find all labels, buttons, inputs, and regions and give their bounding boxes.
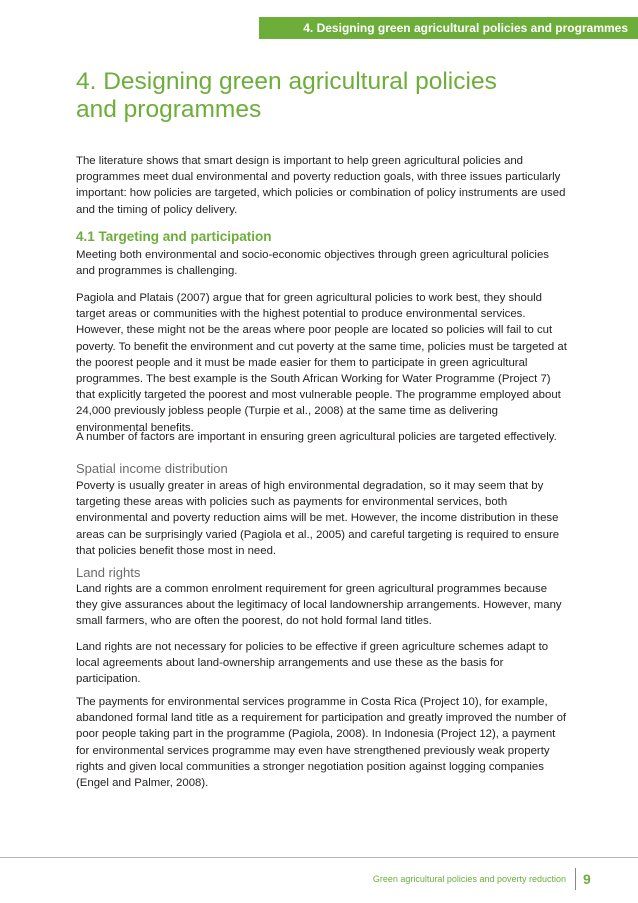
footer-divider — [575, 868, 576, 890]
land-rights-paragraph-3: The payments for environmental services programme in Costa Rica (Project 10), for example, abandoned formal land title as a requirement for participation and greatly improved the number of poor people taking part in the programme (Pagiola, 2008). In Indonesia (Project 12), a payment for environmental services programme may even have strengthened previously weak property rights and given local communities a stronger negotiation position against logging companies (Engel and Palmer, 2008). — [76, 696, 567, 790]
targeting-paragraph-1: Meeting both environmental and socio-economic objectives through green agricultural policies and programmes is challenging. — [76, 249, 549, 278]
spatial-paragraph: Poverty is usually greater in areas of high environmental degradation, so it may seem that by targeting these areas with policies such as payments for environmental services, both environmental and poverty reduction aims will be met. However, the income distribution in these areas can be surprisingly varied (Pagiola et al., 2005) and careful targeting is required to ensure that policies benefit those most in need. — [76, 480, 560, 557]
running-header-bar — [259, 17, 638, 39]
page-number: 9 — [583, 871, 591, 887]
section-heading-targeting: 4.1 Targeting and participation — [76, 229, 272, 244]
page-title-line-2: and programmes — [76, 96, 262, 123]
footer-publication-title: Green agricultural policies and poverty reduction — [372, 874, 566, 884]
footer-rule — [0, 857, 638, 858]
land-rights-paragraph-2: Land rights are not necessary for policies to be effective if green agriculture schemes adapt to local agreements about land-ownership arrangements and use these as the basis for participation. — [76, 641, 549, 686]
subheading-spatial-income: Spatial income distribution — [76, 461, 228, 476]
targeting-paragraph-3: A number of factors are important in ensuring green agricultural policies are targeted effectively. — [76, 431, 557, 443]
page-title-line-1: 4. Designing green agricultural policies — [76, 68, 497, 95]
page-title — [76, 68, 556, 124]
subheading-land-rights: Land rights — [76, 565, 141, 580]
intro-paragraph: The literature shows that smart design is important to help green agricultural policies and programmes meet dual environmental and poverty reduction goals, with three issues particularly important: how policies are targeted, which policies or combination of policy instruments are used and the timing of policy delivery. — [76, 155, 566, 216]
targeting-paragraph-2: Pagiola and Platais (2007) argue that for green agricultural policies to work best, they should target areas or communities with the highest potential to produce environmental services. However, these might not be the areas where poor people are located so policies will fail to cut poverty. To benefit the environment and cut poverty at the same time, policies must be targeted at the poorest people and it must be made easier for them to participate in green agricultural programmes. The best example is the South African Working for Water Programme (Project 7) that explicitly targeted the poorest and most vulnerable people. The programme employed about 24,000 previously jobless people (Turpie et al., 2008) at the same time as delivering environmental benefits. — [76, 292, 567, 434]
running-header-title: 4. Designing green agricultural policies and programmes — [303, 21, 628, 35]
land-rights-paragraph-1: Land rights are a common enrolment requirement for green agricultural programmes because they give assurances about the legitimacy of local landownership arrangements. However, many small farmers, who are often the poorest, do not hold formal land titles. — [76, 583, 562, 628]
